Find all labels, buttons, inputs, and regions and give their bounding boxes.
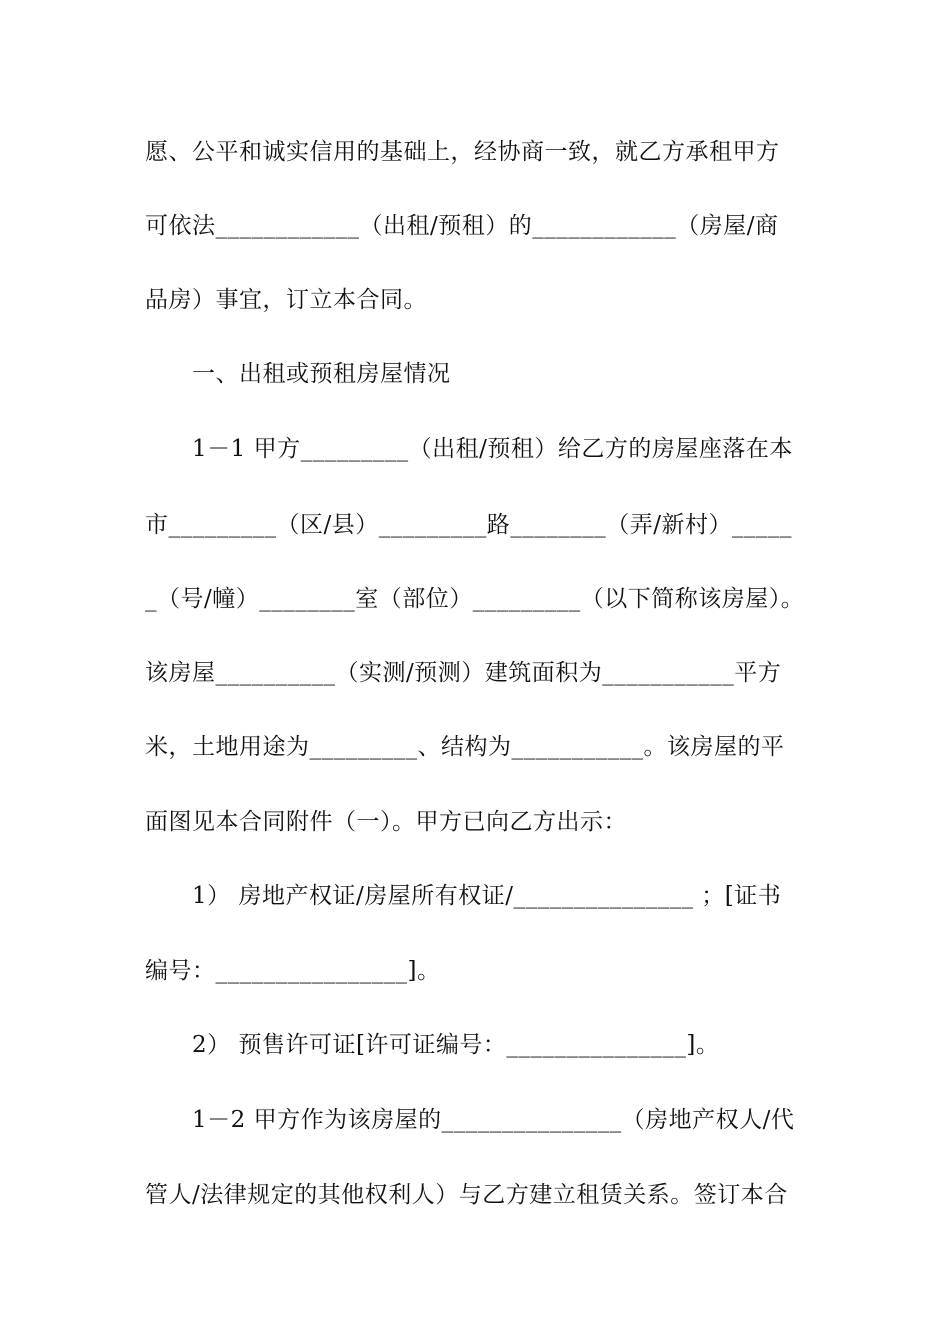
paragraph-line: 管人/法律规定的其他权利人）与乙方建立租赁关系。签订本合 xyxy=(145,1182,788,1208)
paragraph-line: _（号/幢）________室（部位）_________（以下简称该房屋）。 xyxy=(145,586,805,612)
list-item-line: 2） 预售许可证[许可证编号：_______________]。 xyxy=(192,1032,720,1058)
paragraph-line: 该房屋__________（实测/预测）建筑面积为___________平方 xyxy=(145,660,782,686)
paragraph-line: 市_________（区/县）_________路________（弄/新村）_____ xyxy=(145,512,792,538)
section-heading: 一、出租或预租房屋情况 xyxy=(192,361,451,387)
paragraph-line: 愿、公平和诚实信用的基础上，经协商一致，就乙方承租甲方 xyxy=(145,139,780,165)
paragraph-line: 米，土地用途为_________、结构为___________。该房屋的平 xyxy=(145,734,785,760)
paragraph-line: 编号：________________]。 xyxy=(145,958,441,984)
paragraph-line: 面图见本合同附件（一）。甲方已向乙方出示： xyxy=(145,809,627,835)
paragraph-line: 1－1 甲方_________（出租/预租）给乙方的房屋座落在本 xyxy=(192,436,793,462)
list-item-line: 1） 房地产权证/房屋所有权证/_______________ ；[证书 xyxy=(192,883,782,909)
paragraph-line: 1－2 甲方作为该房屋的_______________（房地产权人/代 xyxy=(192,1107,795,1133)
paragraph-line: 品房）事宜，订立本合同。 xyxy=(145,287,427,313)
paragraph-line: 可依法____________（出租/预租）的____________（房屋/商 xyxy=(145,213,779,239)
